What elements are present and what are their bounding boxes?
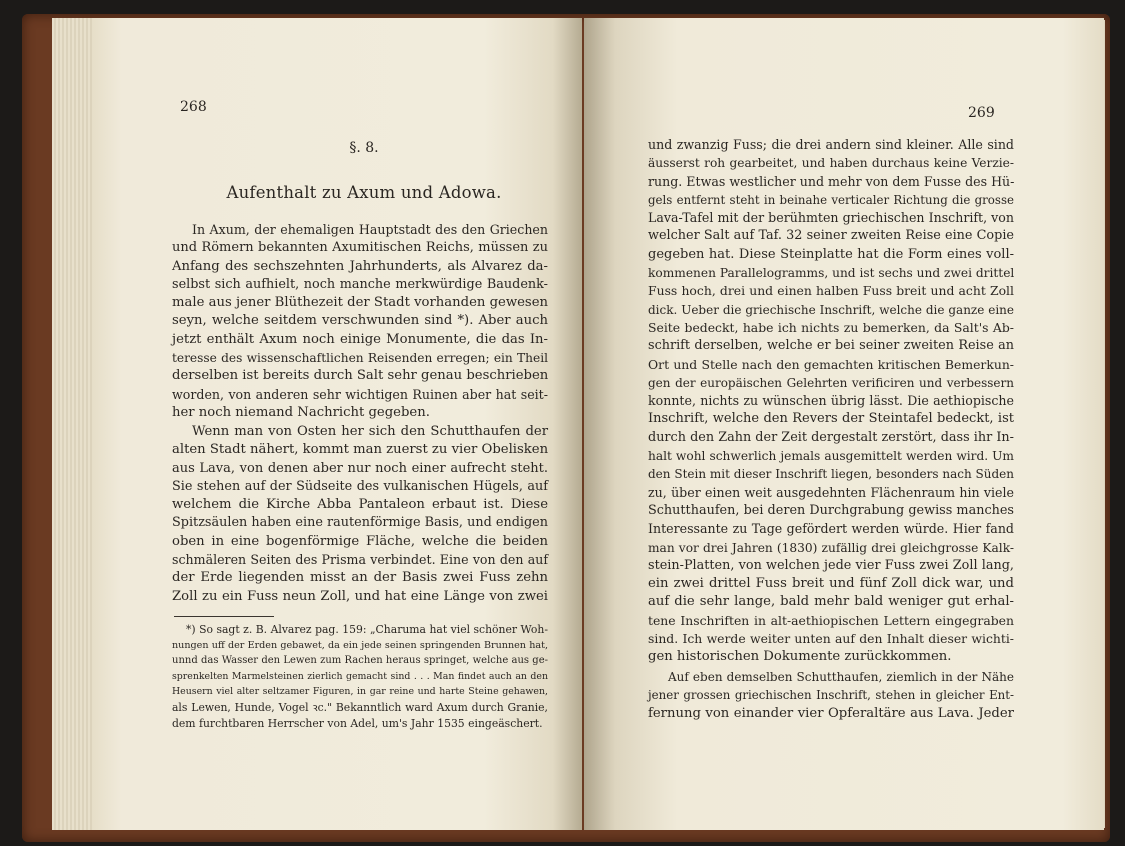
footnote-rule [174, 616, 274, 617]
text-line: welchem die Kirche Abba Pantaleon erbaut ist. Diese [172, 497, 548, 513]
text-line: male aus jener Blüthezeit der Stadt vorhanden gewesen [172, 295, 548, 311]
text-line: welcher Salt auf Taf. 32 seiner zweiten Reise eine Copie [648, 228, 1014, 244]
text-line: auf die sehr lange, bald mehr bald weniger gut erhal- [648, 594, 1014, 610]
text-line: schmäleren Seiten des Prisma verbindet. Eine von den auf [172, 552, 548, 568]
text-line: zu, über einen weit ausgedehnten Flächenraum hin viele [648, 484, 1014, 500]
text-line: und zwanzig Fuss; die drei andern sind kleiner. Alle sind [648, 137, 1014, 152]
footnote-line: sprenkelten Marmelsteinen zierlich gemacht sind . . . Man findet auch an den [172, 670, 548, 682]
footnote-line: als Lewen, Hunde, Vogel ꝛc." Bekanntlich ward Axum durch Granie, [172, 700, 548, 714]
left-page-edges [52, 18, 92, 830]
text-line: Sie stehen auf der Südseite des vulkanischen Hügels, auf [172, 478, 548, 494]
text-line: Interessante zu Tage gefördert werden würde. Hier fand [648, 521, 1014, 537]
text-line: der Erde liegenden misst an der Basis zwei Fuss zehn [172, 570, 548, 586]
text-line: gen historischen Dokumente zurückkommen. [648, 649, 952, 665]
text-line: Schutthaufen, bei deren Durchgrabung gewiss manches [648, 502, 1014, 518]
text-line: seyn, welche seitdem verschwunden sind *). Aber auch [172, 313, 548, 329]
text-line: aus Lava, von denen aber nur noch einer aufrecht steht. [172, 460, 548, 476]
text-line: stein-Platten, von welchen jede vier Fuss zwei Zoll lang, [648, 557, 1014, 573]
footnote-line: *) So sagt z. B. Alvarez pag. 159: „Charuma hat viel schöner Woh- [186, 623, 548, 636]
text-line: gen der europäischen Gelehrten verificiren und verbessern [648, 375, 1014, 390]
text-line: teresse des wissenschaftlichen Reisenden erregen; ein Theil [172, 351, 548, 366]
text-line: selbst sich aufhielt, noch manche merkwürdige Baudenk- [172, 276, 548, 292]
left-paragraph-1 [172, 221, 548, 422]
text-line: konnte, nichts zu wünschen übrig lässt. Die aethiopische [648, 393, 1014, 409]
text-line: den Stein mit dieser Inschrift liegen, besonders nach Süden [648, 467, 1014, 482]
right-paragraph-2 [648, 668, 1014, 723]
text-line: sind. Ich werde weiter unten auf den Inhalt dieser wichti- [648, 631, 1014, 647]
text-line: alten Stadt nähert, kommt man zuerst zu vier Obelisken [172, 442, 549, 458]
text-line: ein zwei drittel Fuss breit und fünf Zoll dick war, und [648, 576, 1014, 592]
left-paragraph-2 [172, 423, 548, 606]
text-line: Seite bedeckt, habe ich nichts zu bemerken, da Salt's Ab- [648, 319, 1014, 335]
page-number-right: 269 [968, 105, 995, 121]
text-line: gegeben hat. Diese Steinplatte hat die Form eines voll- [648, 246, 1014, 262]
text-line: schrift derselben, welche er bei seiner zweiten Reise an [648, 338, 1014, 354]
text-line: tene Inschriften in alt-aethiopischen Lettern eingegraben [648, 612, 1014, 628]
text-line: Inschrift, welche den Revers der Steintafel bedeckt, ist [648, 411, 1014, 427]
footnote [172, 622, 548, 731]
text-line: man vor drei Jahren (1830) zufällig drei gleichgrosse Kalk- [648, 540, 1014, 555]
text-line: äusserst roh gearbeitet, und haben durchaus keine Verzie- [648, 156, 1014, 171]
footnote-line: dem furchtbaren Herrscher von Adel, um's Jahr 1535 eingeäschert. [172, 716, 543, 730]
text-line: jetzt enthält Axum noch einige Monumente, die das In- [172, 331, 548, 347]
text-line: Spitzsäulen haben eine rautenförmige Basis, und endigen [172, 515, 548, 531]
text-line: oben in eine bogenförmige Fläche, welche die beiden [172, 533, 548, 549]
text-line: gels entfernt steht in beinahe verticaler Richtung die grosse [648, 192, 1014, 207]
text-line: halt wohl schwerlich jemals ausgemittelt werden wird. Um [648, 449, 1014, 464]
left-page [92, 18, 582, 830]
chapter-heading: Aufenthalt zu Axum und Adowa. [226, 183, 502, 202]
text-line: dick. Ueber die griechische Inschrift, welche die ganze eine [648, 302, 1014, 317]
page-number-left: 268 [180, 99, 207, 115]
footnote-line: unnd das Wasser den Lewen zum Rachen heraus springet, welche aus ge- [172, 655, 548, 667]
text-line: In Axum, der ehemaligen Hauptstadt des den Griechen [192, 222, 548, 237]
section-number: §. 8. [349, 140, 379, 156]
text-line: worden, von anderen sehr wichtigen Ruinen aber hat seit- [172, 386, 548, 402]
text-line: kommenen Parallelogramms, und ist sechs und zwei drittel [648, 266, 1015, 281]
text-line: derselben ist bereits durch Salt sehr genau beschrieben [172, 368, 549, 384]
text-line: Lava-Tafel mit der berühmten griechischen Inschrift, von [648, 210, 1014, 226]
text-line: Ort und Stelle nach den gemachten kritischen Bemerkun- [648, 356, 1014, 372]
text-line: Anfang des sechszehnten Jahrhunderts, als Alvarez da- [172, 258, 548, 274]
text-line: Auf eben demselben Schutthaufen, ziemlich in der Nähe [668, 670, 1014, 684]
text-line: fernung von einander vier Opferaltäre aus Lava. Jeder [648, 705, 1014, 721]
footnote-line: nungen uff der Erden gebawet, da ein jede seinen springenden Brunnen hat, [172, 639, 548, 651]
right-paragraph-1 [648, 136, 1014, 667]
text-line: Fuss hoch, drei und einen halben Fuss breit und acht Zoll [648, 283, 1014, 299]
text-line: Zoll zu ein Fuss neun Zoll, und hat eine Länge von zwei [172, 588, 548, 604]
text-line: und Römern bekannten Axumitischen Reichs, müssen zu [172, 240, 548, 256]
text-line: durch den Zahn der Zeit dergestalt zerstört, dass ihr In- [648, 429, 1014, 445]
text-line: jener grossen griechischen Inschrift, stehen in gleicher Ent- [648, 688, 1014, 703]
text-line: Wenn man von Osten her sich den Schutthaufen der [192, 424, 548, 439]
text-line: rung. Etwas westlicher und mehr von dem Fusse des Hü- [648, 173, 1015, 189]
footnote-line: Heusern viel alter seltzamer Figuren, in gar reine und harte Steine gehawen, [172, 686, 548, 698]
text-line: her noch niemand Nachricht gegeben. [172, 404, 430, 420]
right-page [584, 18, 1104, 830]
